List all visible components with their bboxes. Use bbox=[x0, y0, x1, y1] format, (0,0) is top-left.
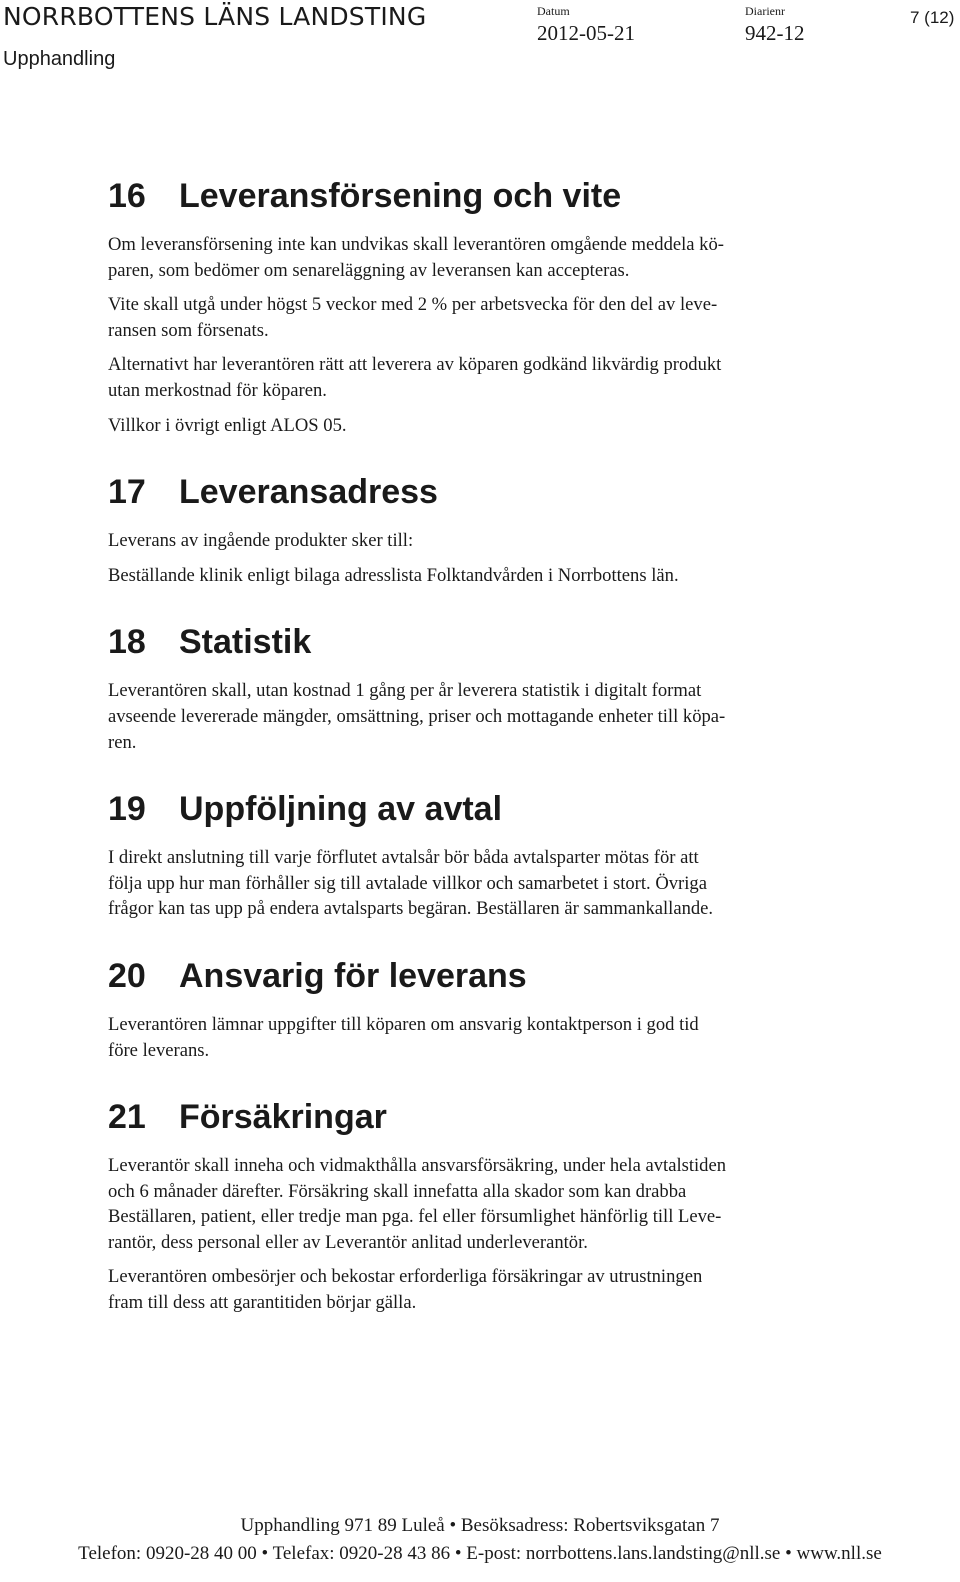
footer-contact: Telefon: 0920-28 40 00 • Telefax: 0920-28 43 86 • E-post: norrbottens.lans.landsting@nll.se • www.nll.se bbox=[78, 1543, 882, 1564]
section-20 bbox=[108, 952, 848, 1063]
section-19 bbox=[108, 785, 848, 922]
paragraph: Om leveransförsening inte kan undvikas skall leverantören omgående meddela kö- paren, som bedömer om senareläggning av leveransen kan accepteras. bbox=[108, 234, 724, 281]
section-number: 16 bbox=[108, 177, 146, 215]
footer-address: Upphandling 971 89 Luleå • Besöksadress: Robertsviksgatan 7 bbox=[240, 1515, 720, 1536]
section-title: Leveransförsening och vite bbox=[179, 177, 622, 215]
diarienr-label: Diarienr bbox=[745, 4, 785, 18]
section-21 bbox=[108, 1093, 848, 1316]
paragraph: Villkor i övrigt enligt ALOS 05. bbox=[108, 414, 347, 436]
document-body bbox=[108, 172, 848, 1346]
paragraph: Leverantören skall, utan kostnad 1 gång per år leverera statistik i digitalt format avseende levererade mängder, omsättning, priser och mottagande enheter till köpa- ren. bbox=[108, 680, 726, 753]
section-title: Leveransadress bbox=[179, 473, 438, 512]
section-heading bbox=[108, 468, 848, 516]
section-title: Uppföljning av avtal bbox=[179, 790, 503, 829]
section-title: Ansvarig för leverans bbox=[179, 956, 527, 995]
section-number: 21 bbox=[108, 1098, 146, 1137]
section-heading bbox=[108, 172, 848, 220]
section-18 bbox=[108, 618, 848, 755]
paragraph: Beställande klinik enligt bilaga adresslista Folktandvården i Norrbottens län. bbox=[108, 564, 679, 586]
section-heading bbox=[108, 1093, 848, 1141]
page-number: 7 (12) bbox=[910, 8, 955, 27]
paragraph: Leverans av ingående produkter sker till: bbox=[108, 530, 414, 552]
date-value: 2012-05-21 bbox=[537, 21, 635, 45]
paragraph: Alternativt har leverantören rätt att leverera av köparen godkänd likvärdig produkt utan merkostnad för köparen. bbox=[108, 354, 722, 401]
diarienr-value: 942-12 bbox=[745, 21, 805, 45]
organization-name: NORRBOTTENS LÄNS LANDSTING bbox=[3, 2, 427, 31]
section-title: Statistik bbox=[179, 623, 312, 662]
paragraph: Leverantören lämnar uppgifter till köparen om ansvarig kontaktperson i god tid före leverans. bbox=[108, 1013, 699, 1061]
section-heading bbox=[108, 785, 848, 833]
paragraph: Vite skall utgå under högst 5 veckor med 2 % per arbetsvecka för den del av leve- ransen som försenats. bbox=[108, 294, 718, 341]
department-name: Upphandling bbox=[3, 48, 116, 70]
section-number: 19 bbox=[108, 790, 146, 829]
section-number: 18 bbox=[108, 623, 146, 662]
section-heading bbox=[108, 618, 848, 666]
section-16 bbox=[108, 172, 848, 438]
section-title: Försäkringar bbox=[179, 1098, 387, 1137]
section-number: 20 bbox=[108, 956, 146, 995]
paragraph: Leverantör skall inneha och vidmakthålla ansvarsförsäkring, under hela avtalstiden och 6 månader därefter. Försäkring skall innefatta alla skador som kan drabba Beställaren, patient, eller tredje man pga. fel eller försumlighet hänförlig till Leve- rantör, dess personal eller av Leverantör anlitad underleverantör. bbox=[108, 1155, 727, 1253]
paragraph: I direkt anslutning till varje förflutet avtalsår bör båda avtalsparter mötas för att följa upp hur man förhåller sig till avtalade villkor och samarbetet i stort. Övriga frågor kan tas upp på endera avtalsparts begäran. Beställaren är sammankallande. bbox=[108, 847, 714, 920]
section-heading bbox=[108, 952, 848, 1000]
section-17 bbox=[108, 468, 848, 588]
date-label: Datum bbox=[537, 4, 570, 18]
section-number: 17 bbox=[108, 473, 146, 512]
paragraph: Leverantören ombesörjer och bekostar erforderliga försäkringar av utrustningen fram till dess att garantitiden börjar gälla. bbox=[108, 1266, 703, 1314]
